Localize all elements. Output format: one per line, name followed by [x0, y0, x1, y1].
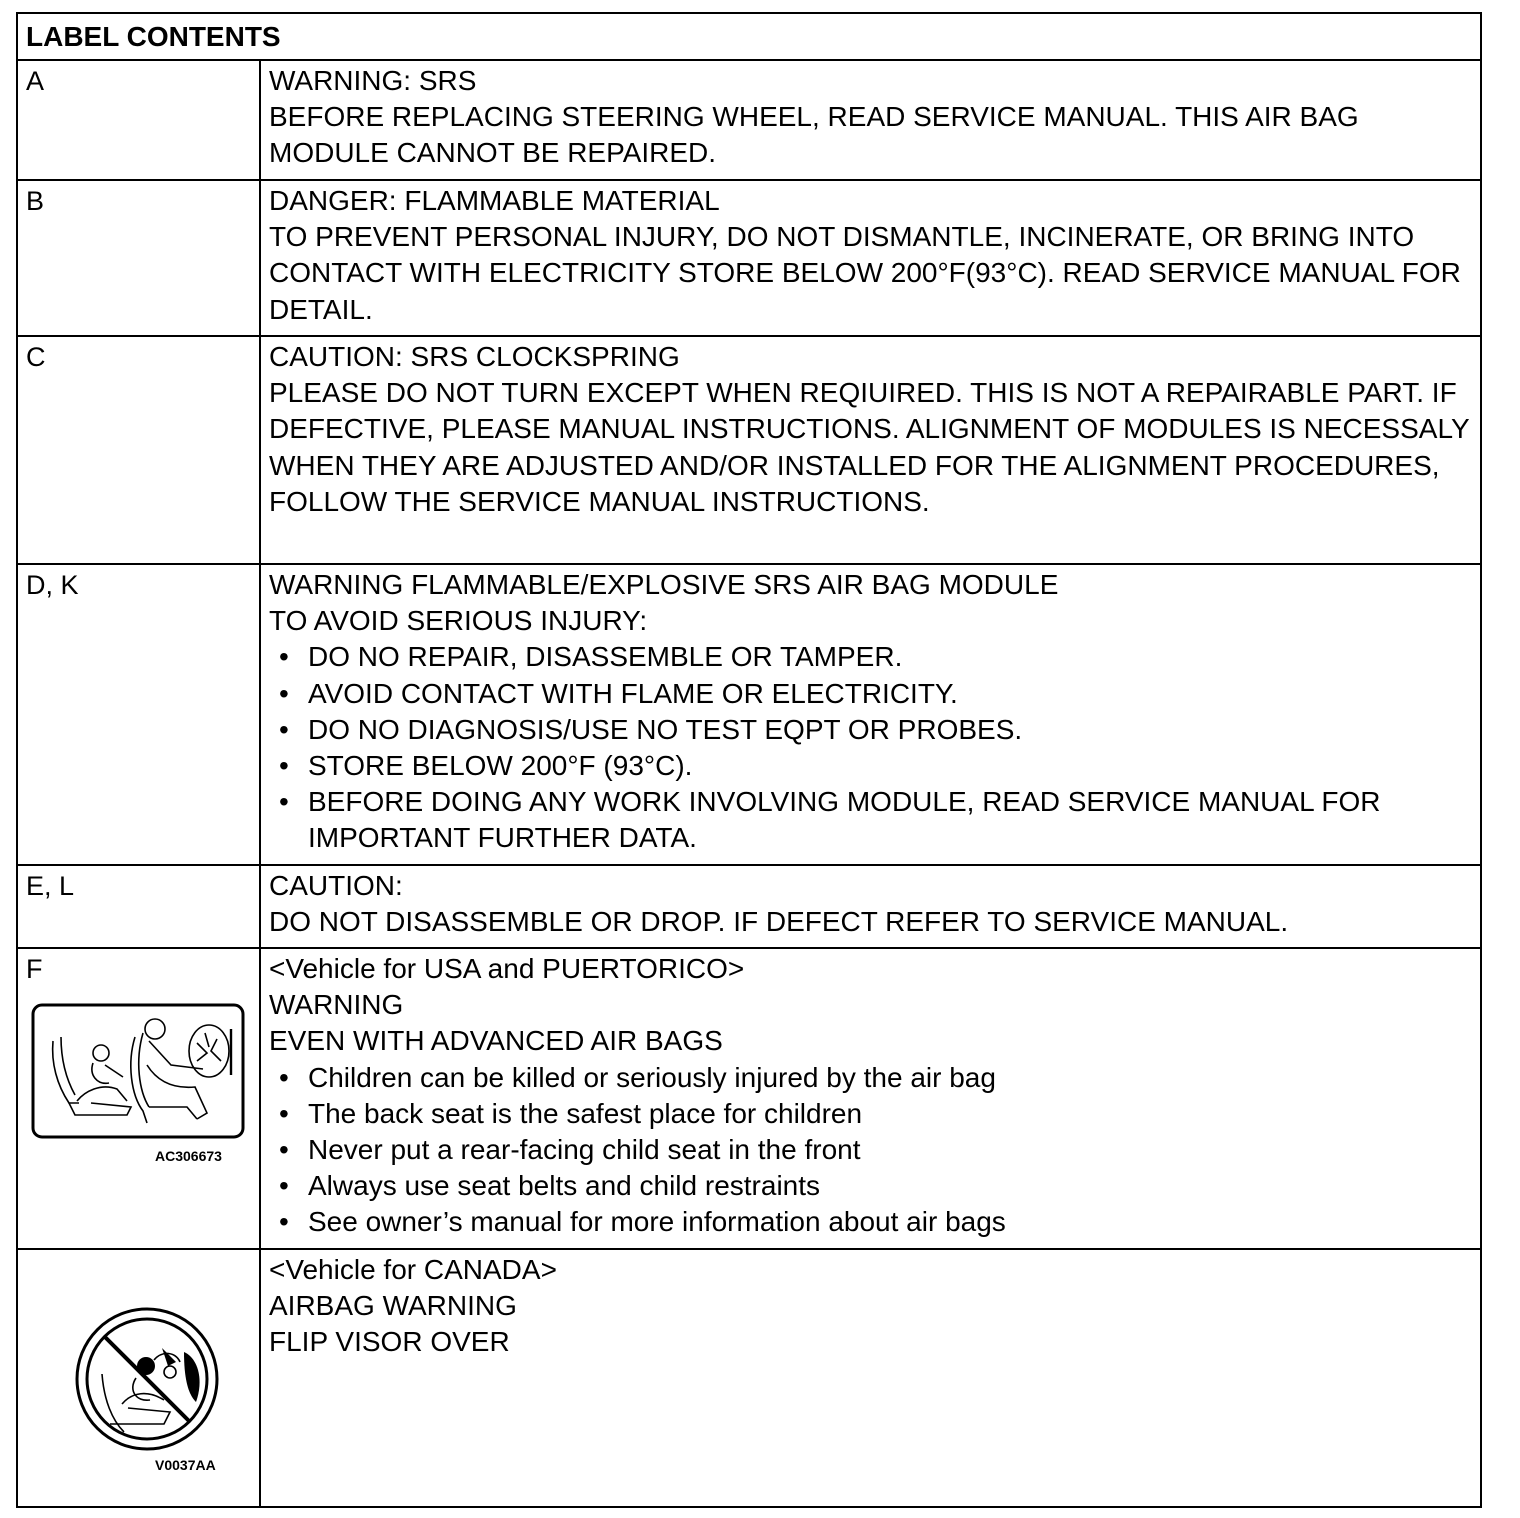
row-heading: DANGER: FLAMMABLE MATERIAL: [269, 185, 720, 216]
table-row-f: [18, 949, 1480, 1250]
row-label: B: [18, 181, 261, 335]
airbag-child-seat-warning-icon: [31, 1003, 247, 1143]
figure-code: AC306673: [155, 1148, 222, 1164]
row-body: PLEASE DO NOT TURN EXCEPT WHEN REQIUIRED. THIS IS NOT A REPAIRABLE PART. IF DEFECTIVE, PLEASE MANUAL INSTRUCTIONS. ALIGNMENT OF MODULES IS NECESSALY WHEN THEY ARE ADJUSTED AND/OR INSTALLED FOR THE ALIGNMENT PROCEDURES, FOLLOW THE SERVICE MANUAL INSTRUCTIONS.: [269, 377, 1470, 517]
row-label-cell: [18, 1250, 261, 1506]
figure-code: V0037AA: [155, 1457, 216, 1473]
label-contents-table: [16, 12, 1482, 1508]
list-item: • BEFORE DOING ANY WORK INVOLVING MODULE, READ SERVICE MANUAL FOR IMPORTANT FURTHER DATA.: [269, 784, 1470, 856]
list-item: • DO NO DIAGNOSIS/USE NO TEST EQPT OR PROBES.: [269, 712, 1470, 748]
list-item: • Always use seat belts and child restraints: [269, 1168, 1470, 1204]
table-row-e-l: [18, 866, 1480, 949]
table-row-a: [18, 61, 1480, 181]
row-label: D, K: [18, 565, 261, 864]
row-body: TO PREVENT PERSONAL INJURY, DO NOT DISMANTLE, INCINERATE, OR BRING INTO CONTACT WITH ELECTRICITY STORE BELOW 200°F(93°C). READ SERVICE MANUAL FOR DETAIL.: [269, 221, 1461, 325]
row-label: C: [18, 337, 261, 563]
row-content: [261, 1250, 1480, 1506]
row-label: E, L: [18, 866, 261, 947]
row-body: FLIP VISOR OVER: [269, 1326, 510, 1358]
table-row-b: [18, 181, 1480, 337]
row-content: [261, 181, 1480, 335]
table-row-c: [18, 337, 1480, 565]
row-heading: CAUTION:: [269, 870, 403, 901]
table-row-d-k: [18, 565, 1480, 866]
row-body: EVEN WITH ADVANCED AIR BAGS: [269, 1025, 723, 1057]
row-heading: AIRBAG WARNING: [269, 1290, 517, 1322]
row-content: [261, 337, 1480, 563]
row-body: TO AVOID SERIOUS INJURY:: [269, 605, 648, 637]
list-item: • STORE BELOW 200°F (93°C).: [269, 748, 1470, 784]
table-header: LABEL CONTENTS: [18, 14, 1480, 61]
bullet-list: [269, 1060, 1470, 1241]
row-heading: <Vehicle for CANADA>: [269, 1254, 557, 1285]
row-label-cell: [18, 949, 261, 1248]
list-item: • AVOID CONTACT WITH FLAME OR ELECTRICITY.: [269, 676, 1470, 712]
row-content: [261, 949, 1480, 1248]
table-row-canada: [18, 1250, 1480, 1506]
list-item: • Children can be killed or seriously injured by the air bag: [269, 1060, 1470, 1096]
row-content: [261, 61, 1480, 179]
list-item: • DO NO REPAIR, DISASSEMBLE OR TAMPER.: [269, 639, 1470, 675]
row-heading: WARNING FLAMMABLE/EXPLOSIVE SRS AIR BAG MODULE: [269, 569, 1059, 600]
bullet-list: [269, 639, 1470, 856]
row-heading: WARNING: SRS: [269, 65, 477, 96]
row-label: F: [26, 954, 43, 984]
list-item: • See owner’s manual for more information about air bags: [269, 1204, 1470, 1240]
list-item: • Never put a rear-facing child seat in the front: [269, 1132, 1470, 1168]
row-body: BEFORE REPLACING STEERING WHEEL, READ SERVICE MANUAL. THIS AIR BAG MODULE CANNOT BE REPAIRED.: [269, 101, 1359, 169]
row-label: A: [18, 61, 261, 179]
row-heading: CAUTION: SRS CLOCKSPRING: [269, 341, 680, 372]
row-heading: <Vehicle for USA and PUERTORICO>: [269, 953, 745, 984]
row-body: DO NOT DISASSEMBLE OR DROP. IF DEFECT REFER TO SERVICE MANUAL.: [269, 906, 1289, 938]
no-child-seat-prohibition-icon: [72, 1304, 222, 1454]
row-heading: WARNING: [269, 989, 404, 1021]
row-content: [261, 565, 1480, 864]
list-item: • The back seat is the safest place for children: [269, 1096, 1470, 1132]
row-content: [261, 866, 1480, 947]
